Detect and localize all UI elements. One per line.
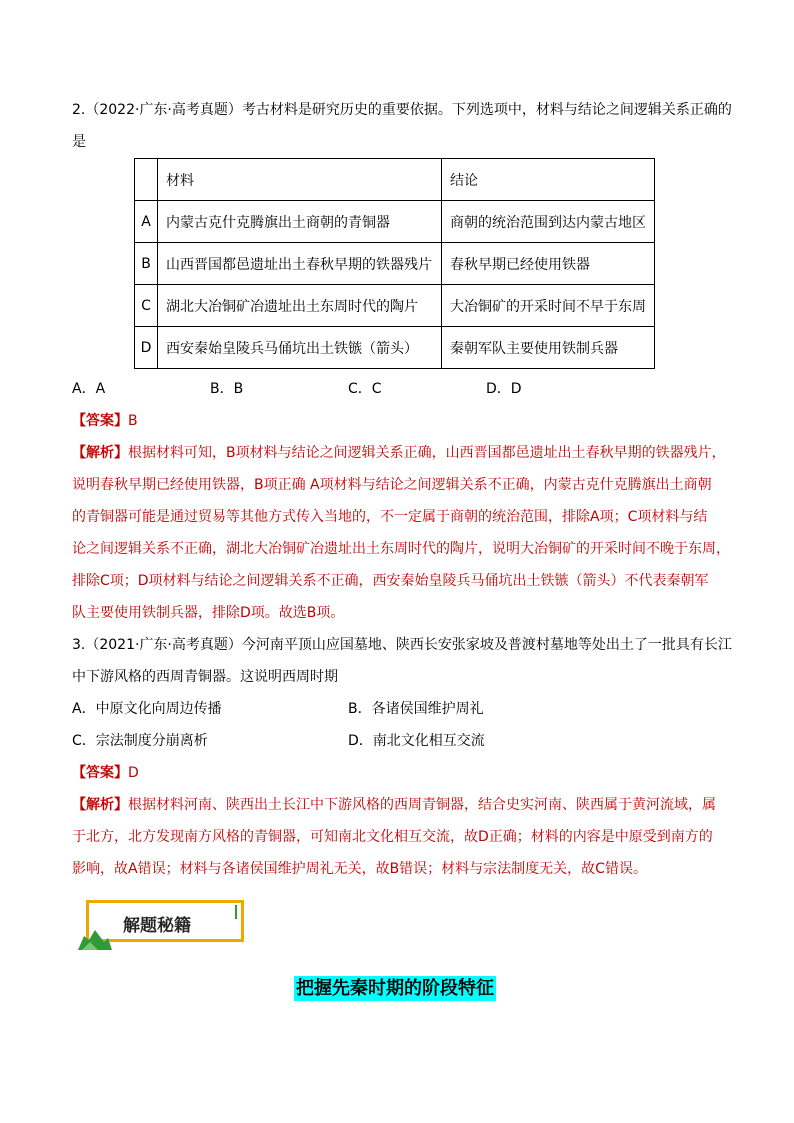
- table-cell-material: 西安秦始皇陵兵马俑坑出土铁镞（箭头）: [158, 327, 442, 369]
- answer-tag: 【答案】: [72, 413, 128, 429]
- table-cell-material: 内蒙古克什克腾旗出土商朝的青铜器: [158, 201, 442, 243]
- table-cell-conclusion: 商朝的统治范围到达内蒙古地区: [442, 201, 655, 243]
- table-header-material: 材料: [158, 159, 442, 201]
- q3-option-d: D．南北文化相互交流: [348, 733, 485, 749]
- table-row: [135, 243, 655, 285]
- q3-option-c: C．宗法制度分崩离析: [72, 733, 208, 749]
- q2-analysis-line: [72, 443, 726, 463]
- table-row: [135, 327, 655, 369]
- q3-stem-line2: 中下游风格的西周青铜器。这说明西周时期: [72, 669, 338, 685]
- table-cell-key: [135, 159, 158, 201]
- q2-option-b: B．B: [210, 381, 244, 397]
- q3-option-a: A．中原文化向周边传播: [72, 701, 222, 717]
- analysis-text: 根据材料河南、陕西出土长江中下游风格的西周青铜器，结合史实河南、陕西属于黄河流域，属: [128, 797, 716, 813]
- q3-analysis-line: [72, 795, 716, 815]
- section-heading: 把握先秦时期的阶段特征: [296, 978, 494, 999]
- q2-answer: [72, 411, 138, 431]
- q2-analysis-line: 的青铜器可能是通过贸易等其他方式传入当地的，不一定属于商朝的统治范围，排除A项；C项材料与结: [72, 509, 708, 525]
- table-cell-conclusion: 秦朝军队主要使用铁制兵器: [442, 327, 655, 369]
- table-cell-material: 湖北大冶铜矿冶遗址出土东周时代的陶片: [158, 285, 442, 327]
- answer-tag: 【答案】: [72, 765, 128, 781]
- q2-stem-line1: 2.（2022·广东·高考真题）考古材料是研究历史的重要依据。下列选项中，材料与结论之间逻辑关系正确的: [72, 102, 732, 118]
- q2-analysis-line: 队主要使用铁制兵器，排除D项。故选B项。: [72, 605, 345, 621]
- answer-value: B: [128, 413, 138, 429]
- q2-analysis-line: 论之间逻辑关系不正确，湖北大冶铜矿冶遗址出土东周时代的陶片，说明大冶铜矿的开采时间不晚于东周，: [72, 541, 730, 557]
- q2-analysis-line: 说明春秋早期已经使用铁器，B项正确 A项材料与结论之间逻辑关系不正确，内蒙古克什克腾旗出土商朝: [72, 477, 712, 493]
- q3-answer: [72, 763, 139, 783]
- q3-analysis-line: 于北方，北方发现南方风格的青铜器，可知南北文化相互交流，故D正确；材料的内容是中原受到南方的: [72, 829, 713, 845]
- table-cell-material: 山西晋国都邑遗址出土春秋早期的铁器残片: [158, 243, 442, 285]
- q2-stem-line2: 是: [72, 134, 86, 150]
- table-cell-key: B: [135, 243, 158, 285]
- q2-option-a: A．A: [72, 381, 106, 397]
- analysis-tag: 【解析】: [72, 797, 128, 813]
- badge-accent-mark: [235, 905, 237, 919]
- table-cell-key: D: [135, 327, 158, 369]
- answer-value: D: [128, 765, 139, 781]
- q2-analysis-line: 排除C项；D项材料与结论之间逻辑关系不正确，西安秦始皇陵兵马俑坑出土铁镞（箭头）不代表秦朝军: [72, 573, 709, 589]
- q2-option-c: C．C: [348, 381, 382, 397]
- section-badge-label: 解题秘籍: [123, 916, 191, 936]
- q3-analysis-line: 影响，故A错误；材料与各诸侯国维护周礼无关，故B错误；材料与宗法制度无关，故C错误。: [72, 861, 647, 877]
- q2-table: [134, 158, 655, 369]
- q3-option-b: B．各诸侯国维护周礼: [348, 701, 484, 717]
- q3-stem-line1: 3.（2021·广东·高考真题）今河南平顶山应国墓地、陕西长安张家坡及普渡村墓地等处出土了一批具有长江: [72, 637, 732, 653]
- table-cell-conclusion: 大冶铜矿的开采时间不早于东周: [442, 285, 655, 327]
- table-cell-conclusion: 春秋早期已经使用铁器: [442, 243, 655, 285]
- table-row: [135, 201, 655, 243]
- analysis-text: 根据材料可知，B项材料与结论之间逻辑关系正确，山西晋国都邑遗址出土春秋早期的铁器残片，: [128, 445, 726, 461]
- table-row: [135, 285, 655, 327]
- mountain-icon: [78, 928, 112, 950]
- table-header-conclusion: 结论: [442, 159, 655, 201]
- analysis-tag: 【解析】: [72, 445, 128, 461]
- table-header-row: [135, 159, 655, 201]
- table-cell-key: C: [135, 285, 158, 327]
- table-cell-key: A: [135, 201, 158, 243]
- q2-option-d: D．D: [486, 381, 522, 397]
